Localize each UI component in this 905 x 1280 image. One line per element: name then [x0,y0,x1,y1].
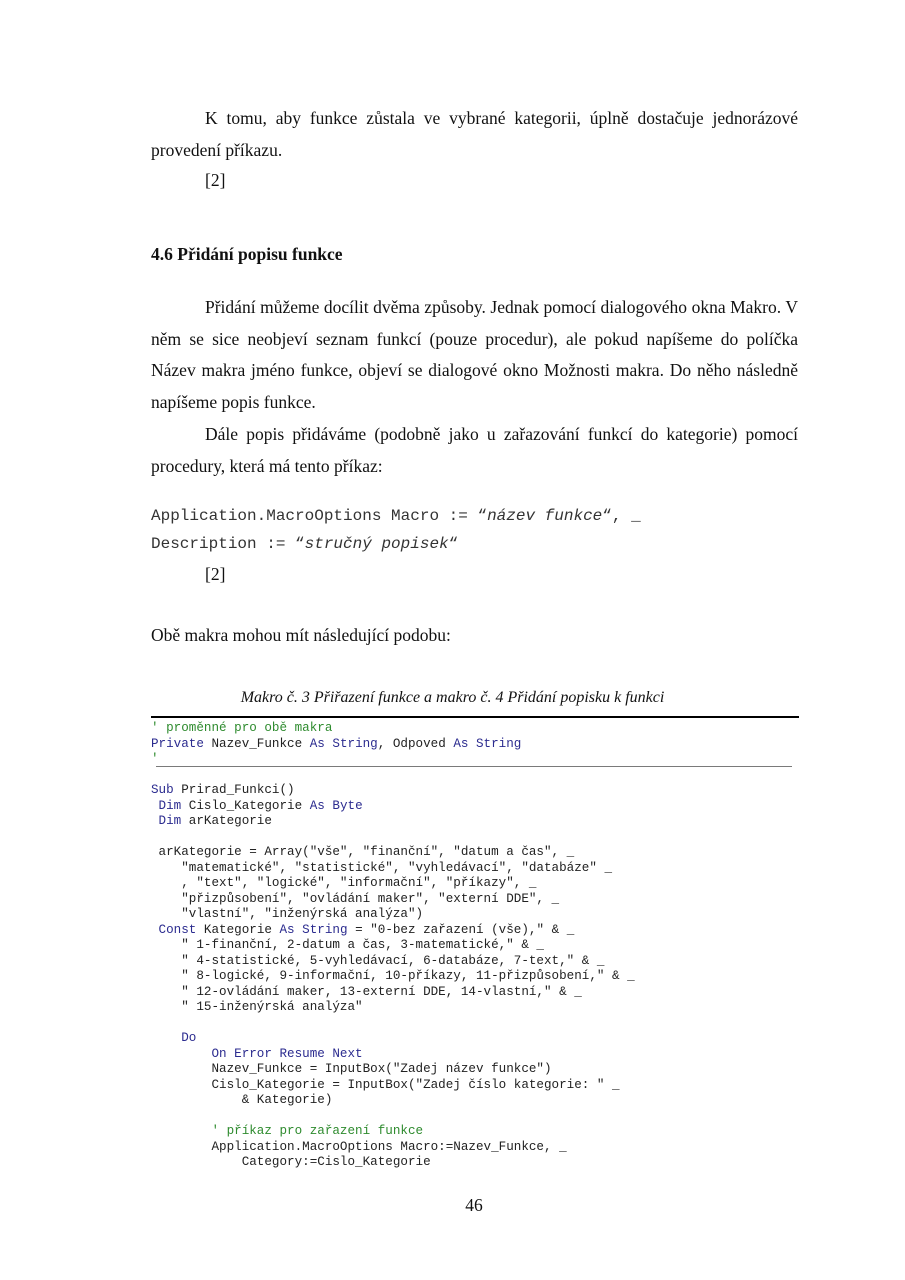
code-listing [151,721,635,1171]
caption-rule [151,716,799,718]
code-line: arKategorie = Array("vše", "finanční", "datum a čas", _ [151,845,575,859]
code-line: Sub Prirad_Funkci() [151,783,295,797]
code-line: "vlastní", "inženýrská analýza") [151,907,424,921]
code-line: ' proměnné pro obě makra [151,721,333,735]
page-number: 46 [465,1195,483,1215]
code-line: Application.MacroOptions Macro:=Nazev_Funkce, _ [151,1139,567,1154]
code-line: Category:=Cislo_Kategorie [151,1155,431,1169]
code-line: Cislo_Kategorie = InputBox("Zadej číslo kategorie: " _ [151,1077,620,1092]
code-line: Dim Cislo_Kategorie As Byte [151,798,363,813]
reference-1: [2] [205,170,226,190]
code-separator-line [156,766,792,767]
code-line: " 15-inženýrská analýza" [151,1000,363,1014]
paragraph-2: Přidání můžeme docílit dvěma způsoby. Jednak pomocí dialogového okna Makro. V něm se sice neobjeví seznam funkcí (pouze procedur), ale pokud napíšeme do políčka Název makra jméno funkce, objeví se dialogové okno Možnosti makra. Do něho následně napíšeme popis funkce. [151,297,798,412]
syntax-line-2: Description := “stručný popisek“ [151,535,459,553]
code-line: "matematické", "statistické", "vyhledávací", "databáze" _ [151,860,613,875]
paragraph-1: K tomu, aby funkce zůstala ve vybrané kategorii, úplně dostačuje jednorázové provedení příkazu. [151,108,798,160]
code-line: Const Kategorie As String = "0-bez zařazení (vše)," & _ [151,922,575,937]
code-line: Dim arKategorie [151,814,272,828]
code-line: & Kategorie) [151,1093,333,1107]
syntax-line-1: Application.MacroOptions Macro := “název funkce“, _ [151,507,641,525]
code-line: " 8-logické, 9-informační, 10-příkazy, 11-přizpůsobení," & _ [151,969,635,983]
reference-2: [2] [205,564,226,584]
code-line: , "text", "logické", "informační", "příkazy", _ [151,876,537,890]
code-line: " 4-statistické, 5-vyhledávací, 6-databáze, 7-text," & _ [151,953,605,968]
code-line: On Error Resume Next [151,1046,363,1061]
code-line: "přizpůsobení", "ovládání maker", "externí DDE", _ [151,891,560,906]
code-caption: Makro č. 3 Přiřazení funkce a makro č. 4 Přidání popisku k funkci [240,689,665,706]
paragraph-4: Obě makra mohou mít následující podobu: [151,625,451,645]
code-line: ' [151,752,159,766]
code-line: Nazev_Funkce = InputBox("Zadej název funkce") [151,1062,552,1076]
code-line: " 1-finanční, 2-datum a čas, 3-matematické," & _ [151,938,544,952]
code-line: Do [151,1031,197,1045]
code-line: " 12-ovládání maker, 13-externí DDE, 14-vlastní," & _ [151,984,582,999]
paragraph-3: Dále popis přidáváme (podobně jako u zařazování funkcí do kategorie) pomocí procedury, která má tento příkaz: [151,424,798,476]
section-heading: 4.6 Přidání popisu funkce [151,244,343,264]
code-line: ' příkaz pro zařazení funkce [151,1124,424,1138]
code-line: Private Nazev_Funkce As String, Odpoved As String [151,736,522,751]
